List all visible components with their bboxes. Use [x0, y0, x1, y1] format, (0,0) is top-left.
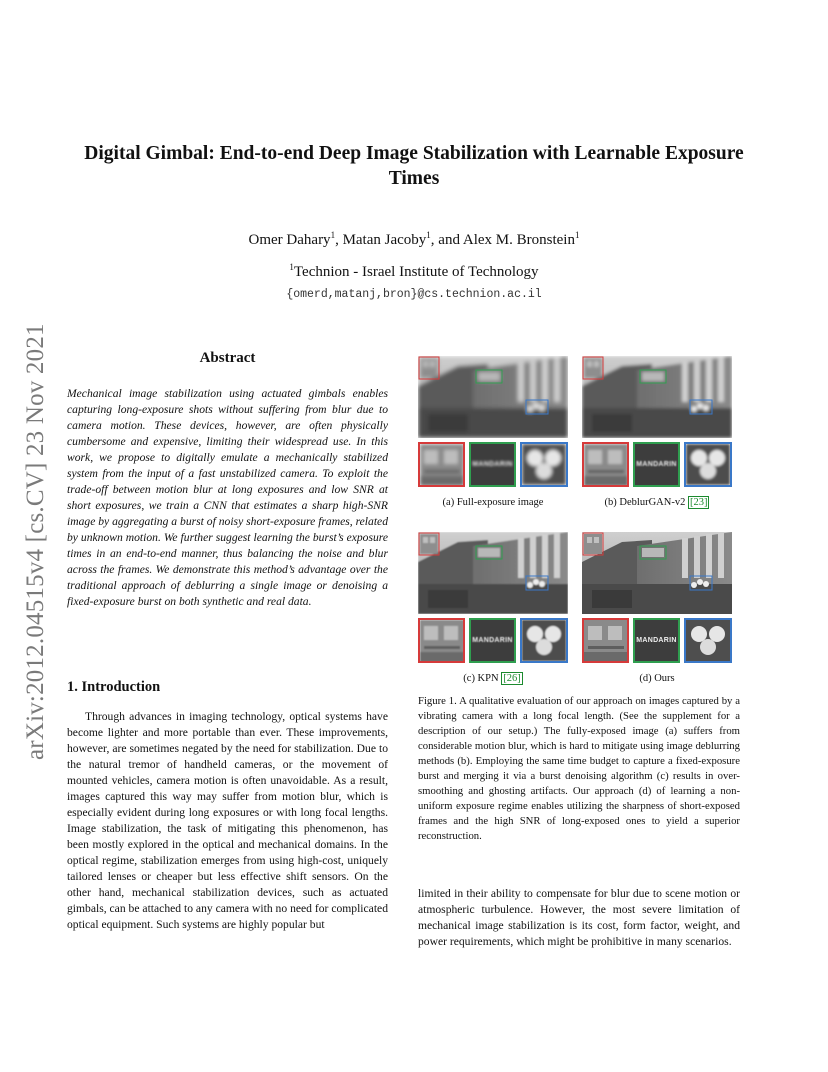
figure-panel-d	[582, 532, 732, 684]
subfigure-caption	[418, 673, 568, 684]
subfigure-label: (c) KPN	[463, 673, 502, 684]
author-list	[60, 232, 768, 249]
subfigure-label: (b) DeblurGAN-v2	[604, 497, 688, 508]
affiliation-mark: 1	[289, 262, 294, 272]
abstract-text: Mechanical image stabilization using actuated gimbals enables capturing long-exposure shots without suffering from blur due to camera motion. These devices, however, are often physically cumbersome and expensive, limiting their widespread use. In this work, we propose to digitally emulate a mechanically stabilized system from the input of a fast unstabilized camera. To exploit the trade-off between motion blur at long exposures and low SNR at short exposures, we train a CNN that estimates a sharp high-SNR image by aggregating a burst of noisy short-exposure frames, related by unknown motion. We further suggest learning the burst’s exposure times in an end-to-end manner, thus balancing the noise and blur across the frames. We demonstrate this method’s advantage over the traditional approach of deblurring a single image or denoising a fixed-exposure burst on both synthetic and real data.	[67, 387, 388, 608]
abstract-heading: Abstract	[199, 350, 256, 366]
figure-caption: Figure 1. A qualitative evaluation of our approach on images captured by a vibrating camera with a long focal length. (See the supplement for a description of our setup.) The fully-exposed image (a) suffers from considerable motion blur, which is hard to mitigate using image deblurring methods (b). Employing the same time budget to capture a fixed-exposure burst and merging it via a burst denoising algorithm (c) results in over-smoothing and ghosting artifacts. Our approach (d) of learning a non-uniform exposure regime enables utilizing the sharpness of short-exposed frames and the high SNR of long-exposed ones to yield a superior reconstruction.	[418, 695, 740, 842]
introduction-paragraph: Through advances in imaging technology, optical systems have become lighter and more portable than ever. These improvements, however, are sometimes negated by the need for stabilization. Due to the natural tremor of handheld cameras, or the movement of mounted vehicles, camera motion is often unavoidable. As a result, images captured this way may suffer from motion blur, which is especially evident during long exposures or with long focal lengths. Image stabilization, the task of mitigating this phenomenon, has been mostly explored in the optical and mechanical domains. In the optical regime, stabilization emerges from using high-cost, uniquely tailored lenses or cheaper but less effective shift sensors. On the other hand, mechanical stabilization devices, such as actuated gimbals, can be attached to any camera with no need for complicated optical equipment. Such systems are highly popular but	[67, 710, 388, 931]
right-column-body: limited in their ability to compensate for blur due to scene motion or atmospheric turbulence. However, the most severe limitation of mechanical image stabilization is its cost, form factor, weight, and power requirements, which might be prohibitive in many scenarios.	[418, 887, 740, 948]
author-name: Omer Dahary	[248, 232, 331, 248]
affiliation-mark: 1	[574, 230, 580, 240]
crop-window-red	[418, 618, 465, 663]
author-separator: ,	[335, 232, 343, 248]
subfigure-label: (d) Ours	[639, 673, 675, 684]
crop-window-red	[418, 442, 465, 487]
crop-window-red	[582, 442, 629, 487]
crop-window-blue	[520, 618, 568, 663]
affiliation-name: Technion - Israel Institute of Technology	[293, 264, 539, 280]
crop-window-sign	[633, 618, 680, 663]
author-emails: {omerd,matanj,bron}@cs.technion.ac.il	[286, 288, 542, 301]
crop-window-sign	[469, 442, 516, 487]
figure-panel-a	[418, 356, 568, 508]
subfigure-label: (a) Full-exposure image	[442, 497, 544, 508]
crop-window-blue	[684, 442, 732, 487]
introduction-body	[67, 709, 388, 933]
affiliation-mark: 1	[330, 230, 336, 240]
panel-image	[582, 532, 732, 614]
crop-window-red	[582, 618, 629, 663]
panel-image	[582, 356, 732, 438]
panel-image	[418, 532, 568, 614]
introduction-heading: 1. Introduction	[67, 679, 161, 695]
figure-panel-c	[418, 532, 568, 684]
arxiv-identifier: arXiv:2012.04515v4 [cs.CV] 23 Nov 2021	[22, 323, 49, 760]
author-separator: , and	[430, 232, 463, 248]
subfigure-caption	[582, 497, 732, 508]
author-name: Matan Jacoby	[342, 232, 427, 248]
panel-image	[418, 356, 568, 438]
affiliation	[60, 264, 768, 281]
sign-text: MANDARIN	[636, 637, 677, 644]
author-name: Alex M. Bronstein	[462, 232, 575, 248]
sign-text: MANDARIN	[636, 461, 677, 468]
sign-text: MANDARIN	[472, 637, 513, 644]
crop-window-sign	[469, 618, 516, 663]
subfigure-caption	[418, 497, 568, 508]
crop-window-blue	[684, 618, 732, 663]
paper-title: Digital Gimbal: End-to-end Deep Image Stabilization with Learnable Exposure Times	[84, 143, 744, 189]
citation-link[interactable]: [23]	[689, 497, 708, 508]
affiliation-mark: 1	[426, 230, 431, 240]
sign-text: MANDARIN	[472, 461, 513, 468]
figure-panel-b	[582, 356, 732, 508]
figure-1	[418, 356, 736, 686]
subfigure-caption	[582, 673, 732, 684]
citation-link[interactable]: [26]	[503, 673, 521, 684]
crop-window-sign	[633, 442, 680, 487]
crop-window-blue	[520, 442, 568, 487]
